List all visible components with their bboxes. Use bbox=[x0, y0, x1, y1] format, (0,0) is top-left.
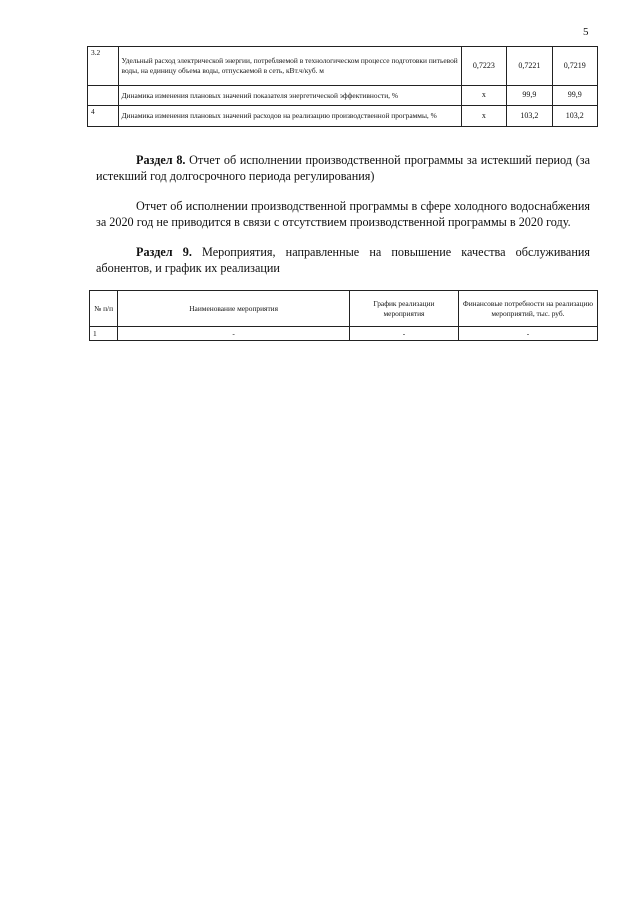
header-schedule: График реализации мероприятия bbox=[350, 291, 459, 327]
row-number bbox=[88, 86, 119, 106]
measure-name: - bbox=[118, 327, 350, 341]
row-number: 3.2 bbox=[88, 47, 119, 86]
section-8-title: Отчет об исполнении производственной программы за истекший период (за истекший год долгосрочного периода регулирования) bbox=[96, 153, 590, 183]
table-row bbox=[88, 47, 598, 86]
section-9-heading bbox=[96, 245, 590, 277]
indicator-value: x bbox=[461, 86, 506, 106]
indicator-name: Динамика изменения плановых значений расходов на реализацию производственной программы, % bbox=[118, 106, 461, 127]
section-8-label: Раздел 8. bbox=[136, 153, 186, 167]
indicator-value: 103,2 bbox=[507, 106, 552, 127]
table-row bbox=[90, 327, 598, 341]
indicator-name: Динамика изменения плановых значений показателя энергетической эффективности, % bbox=[118, 86, 461, 106]
measure-schedule: - bbox=[350, 327, 459, 341]
page-number: 5 bbox=[583, 26, 589, 38]
indicator-value: 103,2 bbox=[552, 106, 597, 127]
table-row bbox=[88, 106, 598, 127]
table-header-row bbox=[90, 291, 598, 327]
header-num: № п/п bbox=[90, 291, 118, 327]
row-number: 4 bbox=[88, 106, 119, 127]
measure-finance: - bbox=[458, 327, 597, 341]
header-name: Наименование мероприятия bbox=[118, 291, 350, 327]
section-8-text: Отчет об исполнении производственной программы в сфере холодного водоснабжения за 2020 год не приводится в связи с отсутствием производственной программы в 2020 году. bbox=[96, 199, 590, 229]
energy-indicators-table bbox=[87, 46, 598, 127]
indicator-value: 0,7219 bbox=[552, 47, 597, 86]
section-9-label: Раздел 9. bbox=[136, 245, 192, 259]
indicator-value: x bbox=[461, 106, 506, 127]
section-9-title: Мероприятия, направленные на повышение качества обслуживания абонентов, и график их реализации bbox=[96, 245, 590, 275]
indicator-value: 0,7223 bbox=[461, 47, 506, 86]
indicator-name: Удельный расход электрической энергии, потребляемой в технологическом процессе подготовки питьевой воды, на единицу объема воды, отпускаемой в сеть, кВт.ч/куб. м bbox=[118, 47, 461, 86]
indicator-value: 99,9 bbox=[507, 86, 552, 106]
table-row bbox=[88, 86, 598, 106]
measures-table bbox=[89, 290, 598, 341]
indicator-value: 99,9 bbox=[552, 86, 597, 106]
header-finance: Финансовые потребности на реализацию мероприятий, тыс. руб. bbox=[458, 291, 597, 327]
indicator-value: 0,7221 bbox=[507, 47, 552, 86]
section-8-heading bbox=[96, 153, 590, 185]
row-number: 1 bbox=[90, 327, 118, 341]
